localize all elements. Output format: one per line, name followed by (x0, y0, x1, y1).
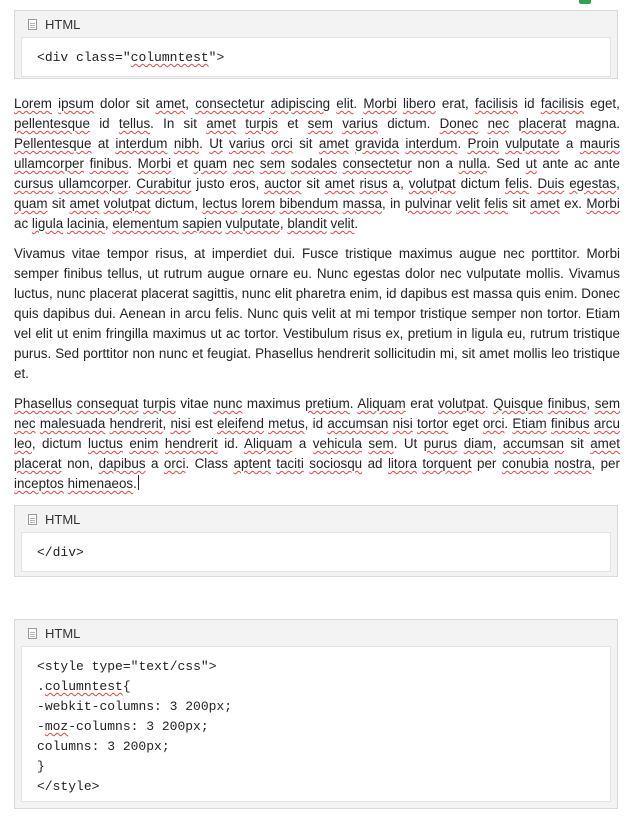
code-line: -webkit-columns: 3 200px; (37, 699, 233, 714)
block-header (15, 620, 617, 646)
html-block-close-div[interactable] (14, 505, 618, 577)
html-block-style[interactable] (14, 619, 618, 809)
code-line: } (37, 759, 45, 774)
document-icon (28, 19, 37, 30)
block-header-label: HTML (45, 625, 81, 641)
code-line: <div class="columntest"> (37, 50, 225, 65)
code-editor[interactable] (21, 37, 611, 77)
code-line: <style type="text/css"> (37, 659, 217, 674)
block-header-label: HTML (45, 511, 81, 527)
code-editor[interactable] (21, 646, 611, 802)
block-header (15, 11, 617, 37)
document-icon (28, 514, 37, 525)
paragraph-2[interactable]: Vivamus vitae tempor risus, at imperdiet dui. Fusce tristique maximus augue nec porttitor. Morbi semper finibus tellus, ut rutrum augue ornare eu. Nunc egestas dolor nec vulputate mollis. Vivamus luctus, nunc placerat placerat sagittis, nunc elit pharetra enim, id dapibus est massa quis enim. Donec quis dapibus dui. Aenean in arcu felis. Nunc quis velit at mi tempor tristique semper non tortor. Etiam vel elit ut enim fringilla maximus ut ac tortor. Vestibulum risus ex, pretium in ligula eu, rutrum tristique purus. Sed porttitor non nunc et feugiat. Phasellus hendrerit sollicitudin mi, sit amet mollis leo tristique et. (14, 246, 620, 381)
paragraph-3[interactable] (14, 394, 620, 494)
paragraph-3-text: Phasellus consequat turpis vitae nunc maximus pretium. Aliquam erat volutpat. Quisque finibus, sem nec malesuada hendrerit, nisi est eleifend metus, id accumsan nisi tortor eget orci. Etiam finibus arcu leo, dictum luctus enim hendrerit id. Aliquam a vehicula sem. Ut purus diam, accumsan sit amet placerat non, dapibus a orci. Class aptent taciti sociosqu ad litora torquent per conubia nostra, per inceptos himenaeos. (14, 396, 621, 491)
code-editor[interactable] (21, 532, 611, 572)
text-caret (138, 475, 139, 490)
code-line: columns: 3 200px; (37, 739, 170, 754)
code-line: </div> (37, 545, 84, 560)
status-indicator (579, 0, 591, 4)
block-header (15, 506, 617, 532)
code-line: .columntest{ (37, 679, 131, 694)
paragraph-1[interactable]: Lorem ipsum dolor sit amet, consectetur adipiscing elit. Morbi libero erat, facilisis id facilisis eget, pellentesque id tellus. In sit amet turpis et sem varius dictum. Donec nec placerat magna. Pellentesque at interdum nibh. Ut varius orci sit amet gravida interdum. Proin vulputate a mauris ullamcorper finibus. Morbi et quam nec sem sodales consectetur non a nulla. Sed ut ante ac ante cursus ullamcorper. Curabitur justo eros, auctor sit amet risus a, volutpat dictum felis. Duis egestas, quam sit amet volutpat dictum, lectus lorem bibendum massa, in pulvinar velit felis sit amet ex. Morbi ac ligula lacinia, elementum sapien vulputate, blandit velit. (14, 96, 621, 231)
document-icon (28, 628, 37, 639)
code-line: -moz-columns: 3 200px; (37, 719, 209, 734)
block-header-label: HTML (45, 16, 81, 32)
html-block-open-div[interactable] (14, 10, 618, 79)
code-line: </style> (37, 779, 100, 794)
